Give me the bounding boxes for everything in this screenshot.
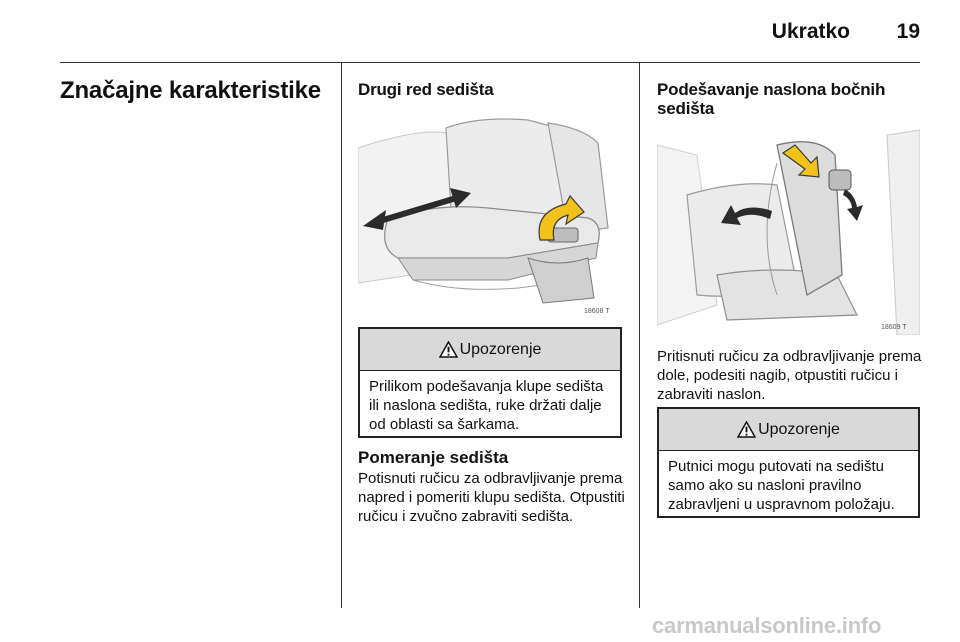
figure-backrest-adjust <box>657 125 920 335</box>
heading-side-backrest: Podešavanje naslona bočnih sedišta <box>657 80 886 118</box>
warning-box-seats <box>358 327 622 438</box>
figure-seat-sliding <box>358 108 622 320</box>
subheading-moving-seats: Pomeranje sedišta <box>358 448 509 467</box>
page-number: 19 <box>896 20 920 43</box>
warning-header <box>360 329 620 371</box>
warning-title: Upozorenje <box>459 340 542 358</box>
column-divider-left <box>341 63 342 608</box>
seat-sliding-illustration <box>358 108 622 320</box>
figure-code-1: 18608 T <box>584 308 610 315</box>
warning-text: Prilikom podešavanja klupe sedišta ili naslona sedišta, ruke držati dalje od oblasti sa šarkama. <box>369 378 604 433</box>
figure-code-2: 18609 T <box>881 324 907 331</box>
warning-text: Putnici mogu putovati na sedištu samo ako su nasloni pravilno zabravljeni u uspravnom položaju. <box>668 458 895 513</box>
warning-triangle-icon <box>737 421 756 438</box>
watermark: carmanualsonline.info <box>652 613 882 638</box>
paragraph-backrest: Pritisnuti ručicu za odbravljivanje prema dole, podesiti nagib, otpustiti ručicu i zabraviti naslon. <box>657 348 922 403</box>
warning-header <box>659 409 918 451</box>
warning-title: Upozorenje <box>758 420 840 438</box>
heading-second-row-seats: Drugi red sedišta <box>358 80 494 99</box>
warning-triangle-icon <box>439 341 458 358</box>
column-divider-right <box>639 63 640 608</box>
backrest-adjust-illustration <box>657 125 920 335</box>
warning-box-backrest <box>657 407 920 518</box>
section-title: Značajne karakteristike <box>60 77 321 104</box>
header-title: Ukratko <box>771 20 850 43</box>
paragraph-moving-seats: Potisnuti ručicu za odbravljivanje prema napred i pomeriti klupu sedišta. Otpustiti ručicu i zvučno zabraviti sedišta. <box>358 470 625 525</box>
header-rule <box>60 62 920 63</box>
